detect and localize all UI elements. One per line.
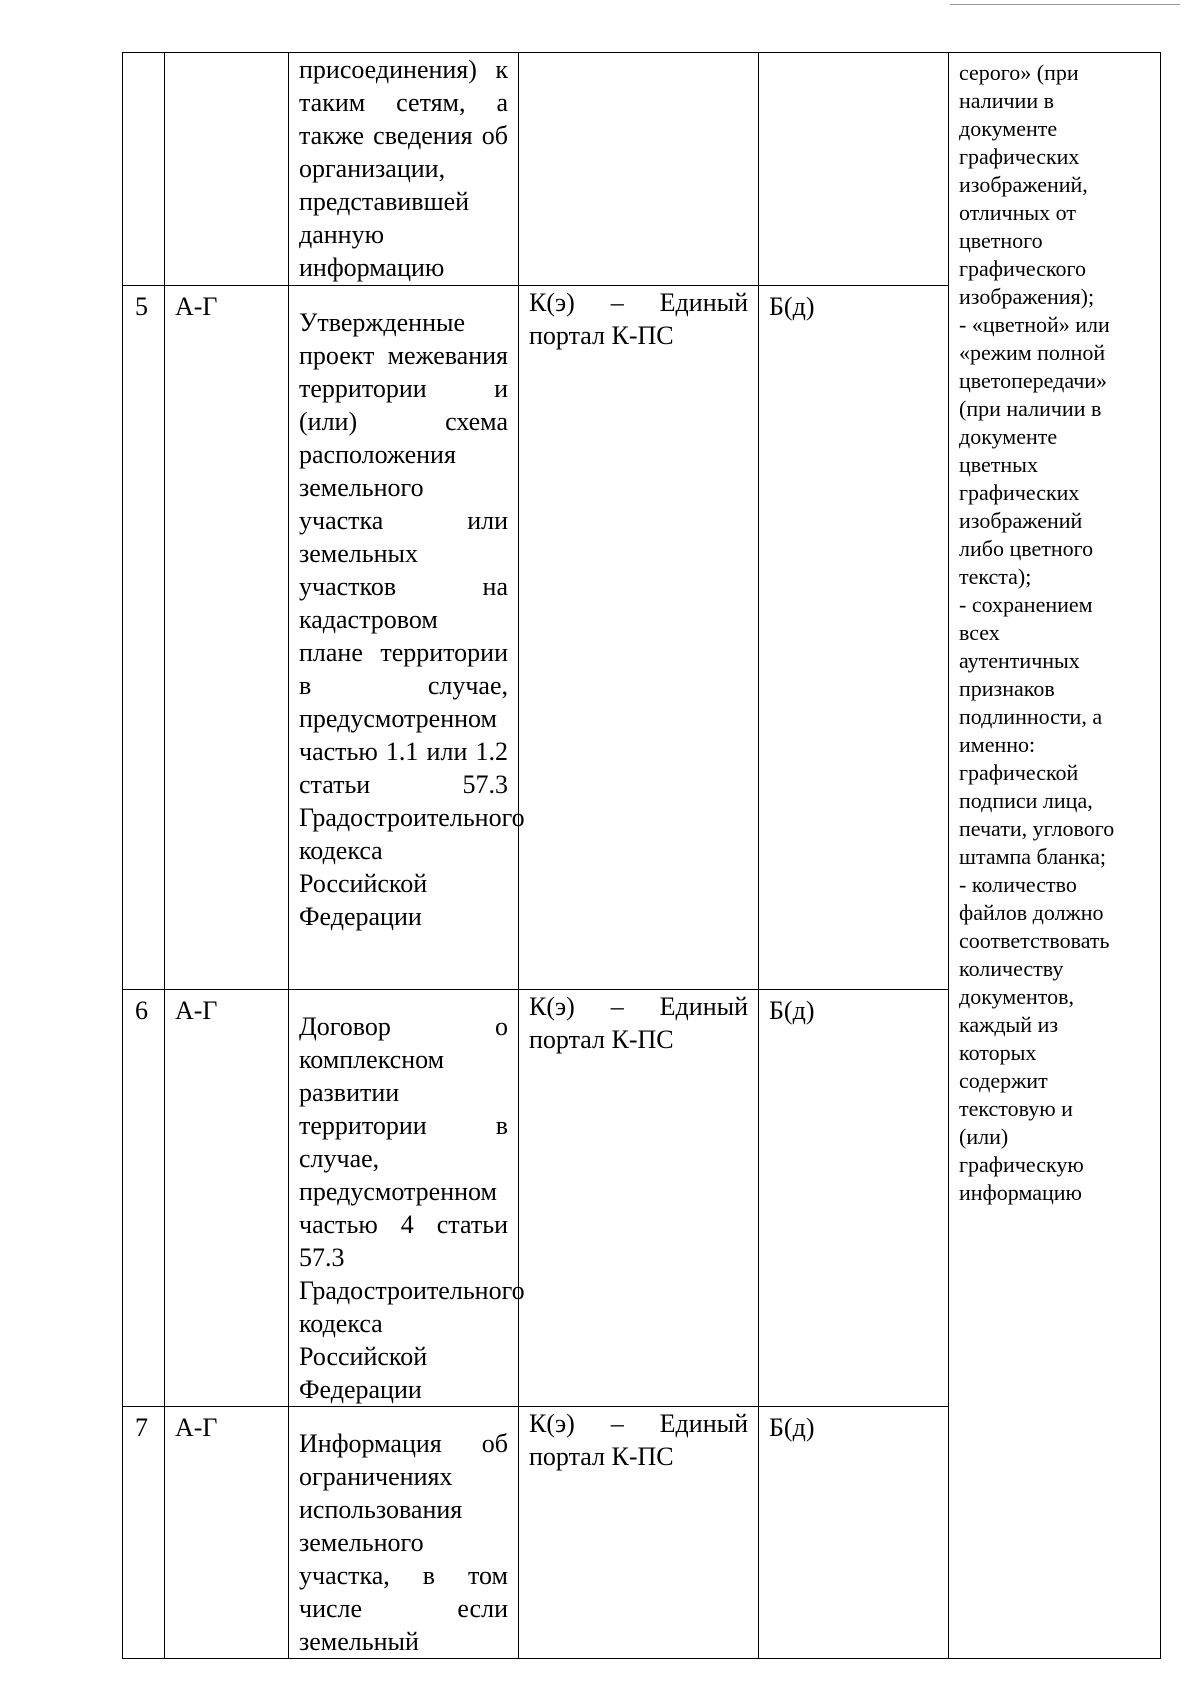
note-line: соответствовать [959, 928, 1110, 953]
note-line: текста); [959, 564, 1032, 589]
cell-form [519, 1407, 759, 1659]
cell-description [289, 1407, 519, 1659]
row-number: 6 [135, 996, 148, 1025]
row-type: Б(д) [769, 996, 815, 1025]
note-line: файлов должно [959, 900, 1104, 925]
note-line: которых [959, 1040, 1037, 1065]
note-line: графических [959, 480, 1080, 505]
note-line: графическую [959, 1152, 1084, 1177]
note-line: подписи лица, [959, 788, 1093, 813]
cell-type [759, 1407, 949, 1659]
cell-type [759, 53, 949, 286]
requirements-note [949, 53, 1160, 1207]
row-type: Б(д) [769, 292, 815, 321]
note-line: графического [959, 256, 1087, 281]
note-line: (или) [959, 1124, 1009, 1149]
note-line: цветных [959, 452, 1038, 477]
cell-num [123, 286, 165, 990]
cell-num [123, 53, 165, 286]
note-line: документе [959, 116, 1058, 141]
note-line: серого» (при [959, 60, 1079, 85]
cell-requirements-note [949, 53, 1161, 1659]
row-applicants: А-Г [175, 292, 218, 321]
cell-form [519, 53, 759, 286]
note-line: изображений [959, 508, 1083, 533]
note-line: штампа бланка; [959, 844, 1106, 869]
note-line: признаков [959, 676, 1055, 701]
note-line: цветного [959, 228, 1043, 253]
note-line: (при наличии в [959, 396, 1102, 421]
documents-table [122, 52, 1161, 1659]
row-applicants: А-Г [175, 1413, 218, 1442]
note-line: аутентичных [959, 648, 1080, 673]
note-line: - «цветной» или [959, 312, 1110, 337]
cell-applicants [165, 1407, 289, 1659]
cell-applicants [165, 53, 289, 286]
note-line: документов, [959, 984, 1074, 1009]
note-line: «режим полной [959, 340, 1106, 365]
table-row-continuation [123, 53, 1161, 286]
cell-num [123, 1407, 165, 1659]
page-corner-mark [950, 0, 1180, 5]
note-line: либо цветного [959, 536, 1094, 561]
cell-description [289, 990, 525, 1407]
cell-description [289, 286, 525, 990]
note-line: - сохранением [959, 592, 1093, 617]
cell-form [519, 286, 759, 990]
note-line: всех [959, 620, 1000, 645]
note-line: именно: [959, 732, 1036, 757]
note-line: наличии в [959, 88, 1054, 113]
cell-num [123, 990, 165, 1407]
note-line: графической [959, 760, 1079, 785]
note-line: текстовую и [959, 1096, 1073, 1121]
row-form: К(э) – Единый портал К-ПС [529, 992, 748, 1054]
row-description: Договор о комплексном развитии территории в случае, предусмотренном частью 4 статьи 57.3 Градостроительного кодекса Российской Федерации [299, 1012, 525, 1404]
row-number: 5 [135, 292, 148, 321]
cell-form [519, 990, 759, 1407]
note-line: отличных от [959, 200, 1076, 225]
note-line: - количество [959, 872, 1077, 897]
cell-applicants [165, 990, 289, 1407]
cell-description [289, 53, 519, 286]
note-line: каждый из [959, 1012, 1059, 1037]
cell-type [759, 286, 949, 990]
note-line: графических [959, 144, 1080, 169]
note-line: количеству [959, 956, 1064, 981]
note-line: информацию [959, 1180, 1082, 1205]
row-description: Информация об ограничениях использования земельного участка, в том числе если земельный [299, 1429, 508, 1656]
row-number: 7 [135, 1413, 148, 1442]
note-line: изображений, [959, 172, 1088, 197]
note-line: подлинности, а [959, 704, 1103, 729]
row-description: Утвержденные проект межевания территории и (или) схема расположения земельного участка или земельных участков на кадастровом плане территории в случае, предусмотренном частью 1.1 или 1.2 статьи 57.3 Градостроительного кодекса Российской Федерации [299, 308, 525, 931]
row-applicants: А-Г [175, 996, 218, 1025]
cell-type [759, 990, 949, 1407]
cell-applicants [165, 286, 289, 990]
note-line: изображения); [959, 284, 1095, 309]
note-line: цветопередачи» [959, 368, 1108, 393]
row-form: К(э) – Единый портал К-ПС [529, 288, 748, 350]
row-type: Б(д) [769, 1413, 815, 1442]
note-line: печати, углового [959, 816, 1115, 841]
note-line: документе [959, 424, 1058, 449]
note-line: содержит [959, 1068, 1048, 1093]
row-form: К(э) – Единый портал К-ПС [529, 1409, 748, 1471]
continuation-text: присоединения) к таким сетям, а также сведения об организации, представившей данную информацию [299, 55, 508, 282]
